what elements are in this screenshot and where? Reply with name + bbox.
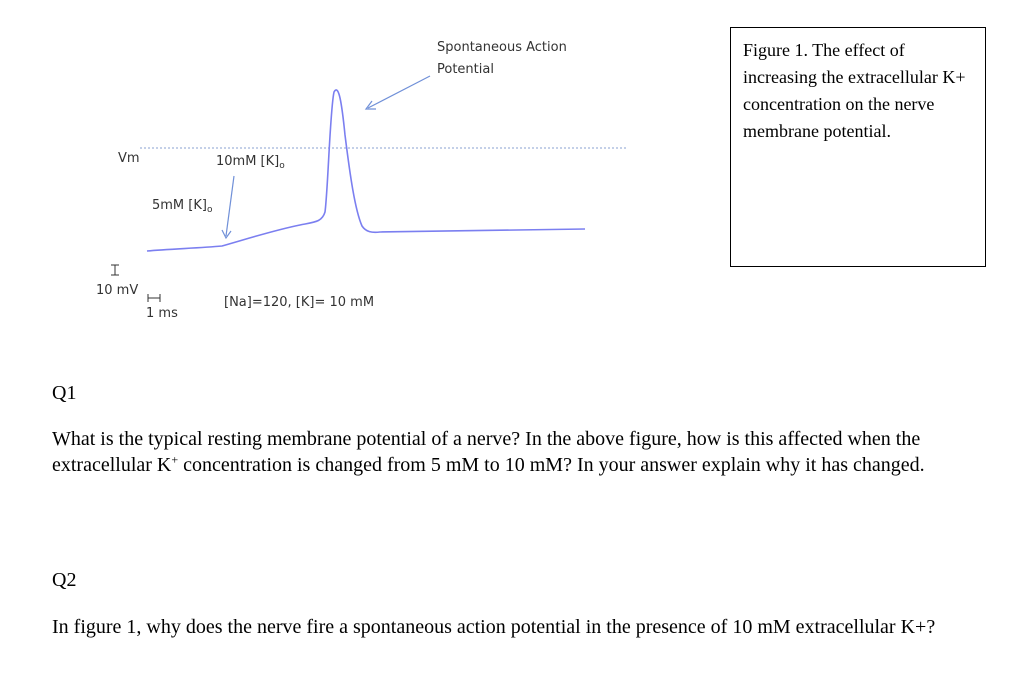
membrane-potential-figure bbox=[0, 0, 720, 340]
label-10mm-sub: o bbox=[279, 161, 285, 171]
scale-mv-label: 10 mV bbox=[96, 283, 139, 298]
figure-svg bbox=[0, 0, 720, 340]
arrow-spontaneous bbox=[368, 76, 430, 108]
q1-superscript: + bbox=[171, 452, 179, 467]
label-10mm-main: 10mM [K] bbox=[216, 154, 280, 169]
q2-label: Q2 bbox=[52, 569, 77, 591]
spontaneous-label-line1: Spontaneous Action bbox=[437, 40, 567, 55]
figure-caption: Figure 1. The effect of increasing the extracellular K+ concentration on the nerve membrane potential. bbox=[743, 40, 966, 141]
scale-ms-label: 1 ms bbox=[146, 306, 178, 321]
arrow-10mm bbox=[226, 176, 234, 236]
figure-caption-box bbox=[730, 27, 986, 267]
label-10mm-k bbox=[216, 154, 285, 171]
label-5mm-main: 5mM [K] bbox=[152, 198, 207, 213]
label-5mm-sub: o bbox=[206, 205, 213, 215]
q1-text-part1: What is the typical resting membrane potential of a nerve? In the above figure, how is this affected when the extracellular K bbox=[52, 428, 921, 476]
q2-text: In figure 1, why does the nerve fire a spontaneous action potential in the presence of 10 mM extracellular K+? bbox=[52, 616, 936, 638]
concentrations-label: [Na]=120, [K]= 10 mM bbox=[224, 295, 375, 310]
membrane-trace bbox=[147, 90, 585, 251]
vm-label: Vm bbox=[118, 151, 140, 166]
q1-text-part2: concentration is changed from 5 mM to 10 mM? In your answer explain why it has changed. bbox=[178, 454, 925, 476]
q1-text bbox=[52, 426, 992, 478]
q1-label: Q1 bbox=[52, 382, 77, 404]
label-5mm-k bbox=[152, 198, 213, 215]
spontaneous-label-line2: Potential bbox=[437, 62, 494, 77]
